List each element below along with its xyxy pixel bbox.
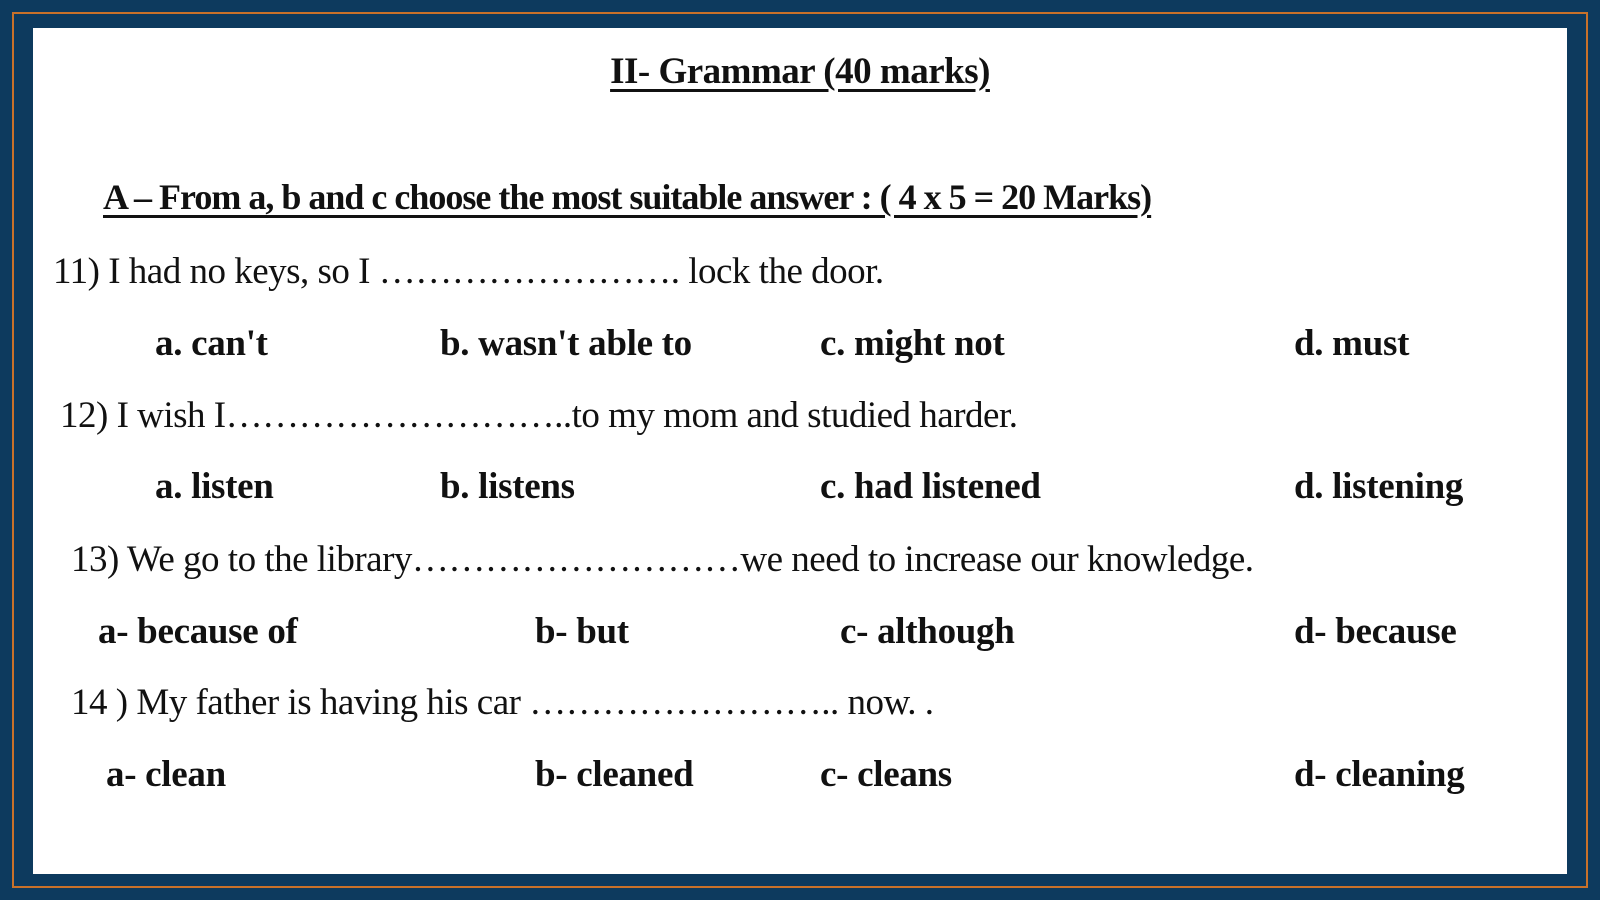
question-13: 13) We go to the library………………………we need to increase our knowledge. — [71, 539, 1254, 580]
q14-option-b[interactable]: b- cleaned — [535, 754, 694, 795]
question-14: 14 ) My father is having his car …………………….. now. . — [71, 682, 934, 723]
q14-option-c[interactable]: c- cleans — [820, 754, 952, 795]
question-12: 12) I wish I………………………..to my mom and studied harder. — [60, 395, 1018, 436]
q12-option-c[interactable]: c. had listened — [820, 466, 1041, 507]
q12-option-b[interactable]: b. listens — [440, 466, 575, 507]
q13-option-c[interactable]: c- although — [840, 611, 1015, 652]
question-11: 11) I had no keys, so I ……………………. lock the door. — [53, 251, 884, 292]
worksheet — [33, 28, 1567, 874]
q12-option-a[interactable]: a. listen — [155, 466, 274, 507]
q11-option-d[interactable]: d. must — [1294, 323, 1410, 364]
instruction-heading: A – From a, b and c choose the most suitable answer : ( 4 x 5 = 20 Marks) — [103, 177, 1152, 217]
q11-option-a[interactable]: a. can't — [155, 323, 268, 364]
section-title: II- Grammar (40 marks) — [610, 51, 990, 92]
q13-option-d[interactable]: d- because — [1294, 611, 1457, 652]
q11-option-b[interactable]: b. wasn't able to — [440, 323, 692, 364]
q14-option-d[interactable]: d- cleaning — [1294, 754, 1465, 795]
q13-option-a[interactable]: a- because of — [98, 611, 298, 652]
q14-option-a[interactable]: a- clean — [106, 754, 226, 795]
q11-option-c[interactable]: c. might not — [820, 323, 1005, 364]
q13-option-b[interactable]: b- but — [535, 611, 629, 652]
q12-option-d[interactable]: d. listening — [1294, 466, 1464, 507]
